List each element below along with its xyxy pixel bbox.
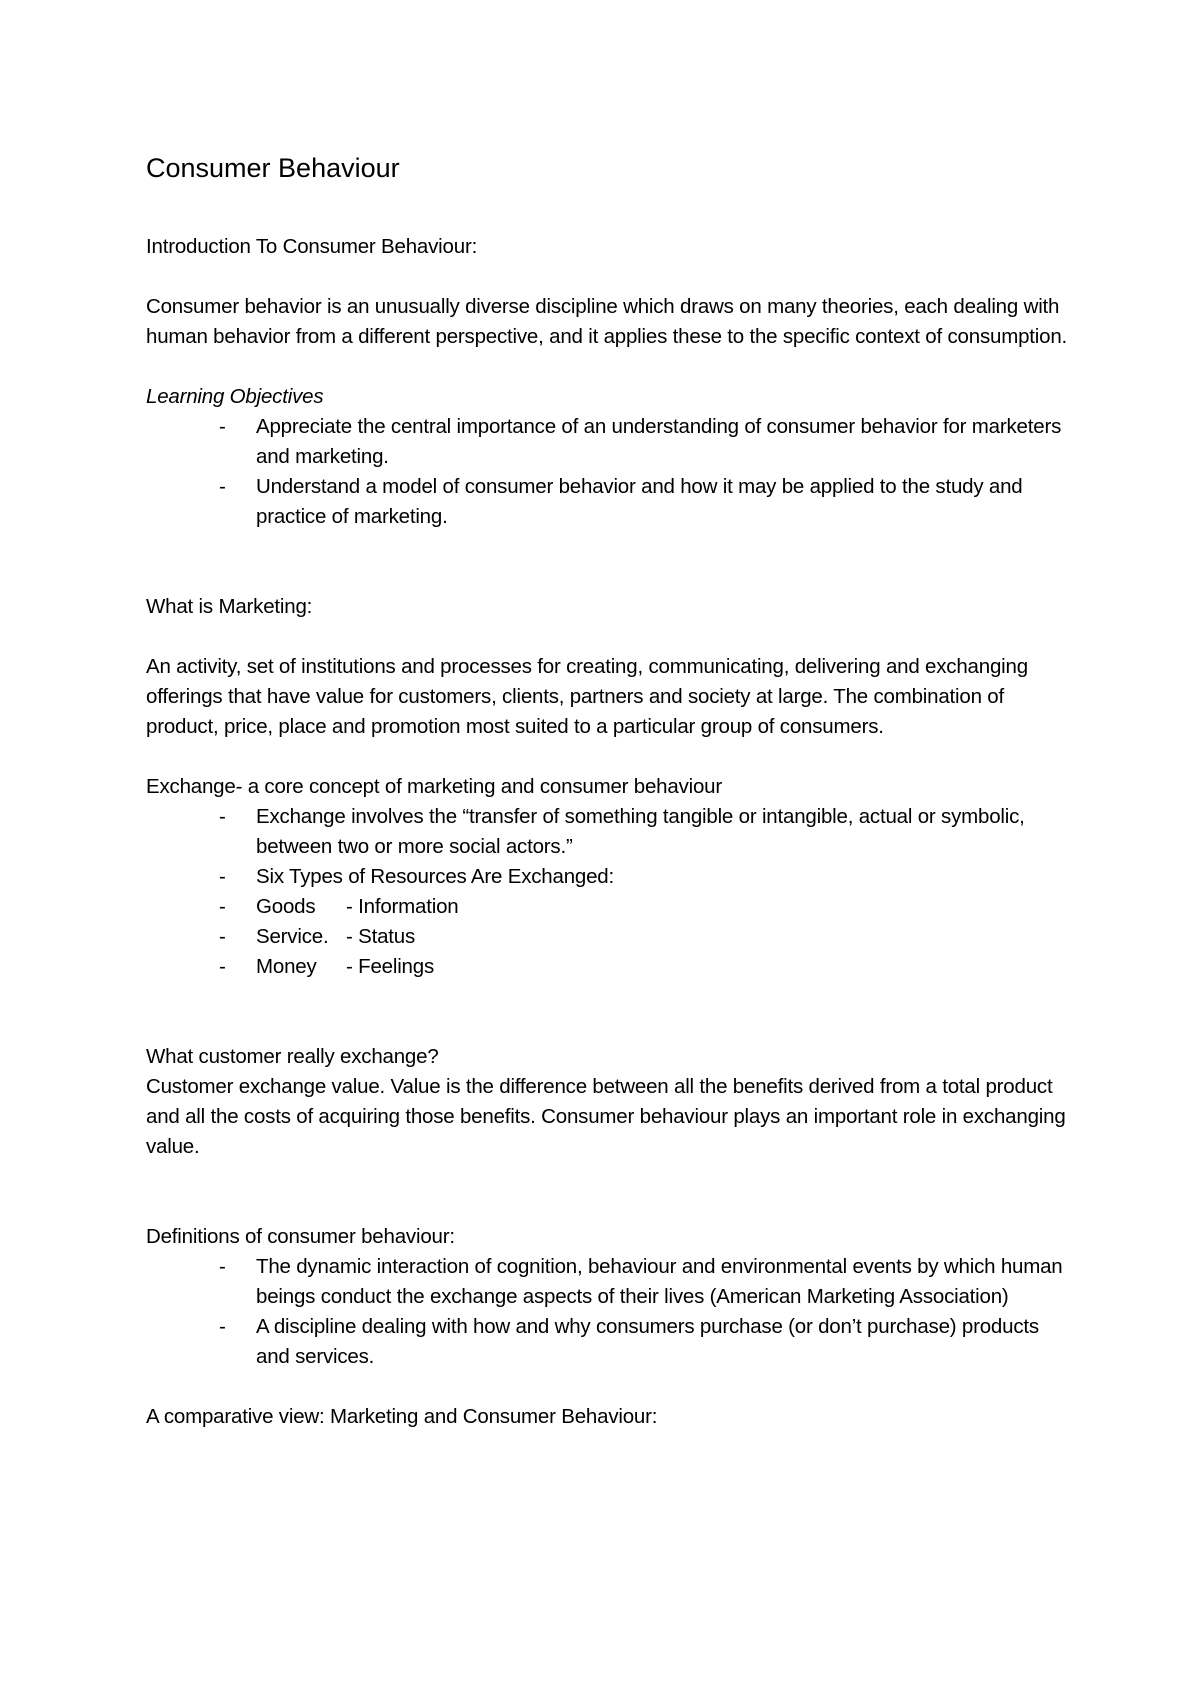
dash-bullet: -	[219, 925, 226, 948]
marketing-heading: What is Marketing:	[146, 595, 313, 618]
list-item: - Appreciate the central importance of an understanding of consumer behavior for marketers and marketing.	[146, 412, 1076, 472]
document-title: Consumer Behaviour	[146, 153, 400, 183]
list-item: - Understand a model of consumer behavior and how it may be applied to the study and practice of marketing.	[146, 472, 1076, 532]
marketing-paragraph: An activity, set of institutions and processes for creating, communicating, delivering and exchanging offerings that have value for customers, clients, partners and society at large. The combination of product, price, place and promotion most suited to a particular group of consumers.	[146, 655, 1028, 738]
list-item: - Service. - Status	[146, 922, 1076, 952]
list-item: - Six Types of Resources Are Exchanged:	[146, 862, 1076, 892]
list-item: - A discipline dealing with how and why consumers purchase (or don’t purchase) products and services.	[146, 1312, 1076, 1372]
exchange-list	[146, 802, 1076, 982]
intro-paragraph: Consumer behavior is an unusually diverse discipline which draws on many theories, each dealing with human behavior from a different perspective, and it applies these to the specific context of consumption.	[146, 295, 1068, 348]
document-page	[146, 148, 1076, 1432]
dash-bullet: -	[219, 895, 226, 918]
list-item: - The dynamic interaction of cognition, behaviour and environmental events by which human beings conduct the exchange aspects of their lives (American Marketing Association)	[146, 1252, 1076, 1312]
list-item: - Goods - Information	[146, 892, 1076, 922]
objectives-list	[146, 412, 1076, 532]
exchange-heading: Exchange- a core concept of marketing and consumer behaviour	[146, 775, 723, 798]
dash-bullet: -	[219, 1255, 226, 1278]
intro-heading: Introduction To Consumer Behaviour:	[146, 235, 478, 258]
customer-heading: What customer really exchange?	[146, 1045, 439, 1068]
list-item: - Money - Feelings	[146, 952, 1076, 982]
definitions-list	[146, 1252, 1076, 1372]
definitions-heading: Definitions of consumer behaviour:	[146, 1225, 455, 1248]
customer-paragraph: Customer exchange value. Value is the difference between all the benefits derived from a total product and all the costs of acquiring those benefits. Consumer behaviour plays an important role in exchanging value.	[146, 1075, 1066, 1158]
dash-bullet: -	[219, 475, 226, 498]
comparative-heading: A comparative view: Marketing and Consumer Behaviour:	[146, 1405, 658, 1428]
dash-bullet: -	[219, 415, 226, 438]
dash-bullet: -	[219, 805, 226, 828]
dash-bullet: -	[219, 865, 226, 888]
dash-bullet: -	[219, 1315, 226, 1338]
list-item: - Exchange involves the “transfer of something tangible or intangible, actual or symbolic, between two or more social actors.”	[146, 802, 1076, 862]
objectives-heading: Learning Objectives	[146, 385, 324, 408]
dash-bullet: -	[219, 955, 226, 978]
